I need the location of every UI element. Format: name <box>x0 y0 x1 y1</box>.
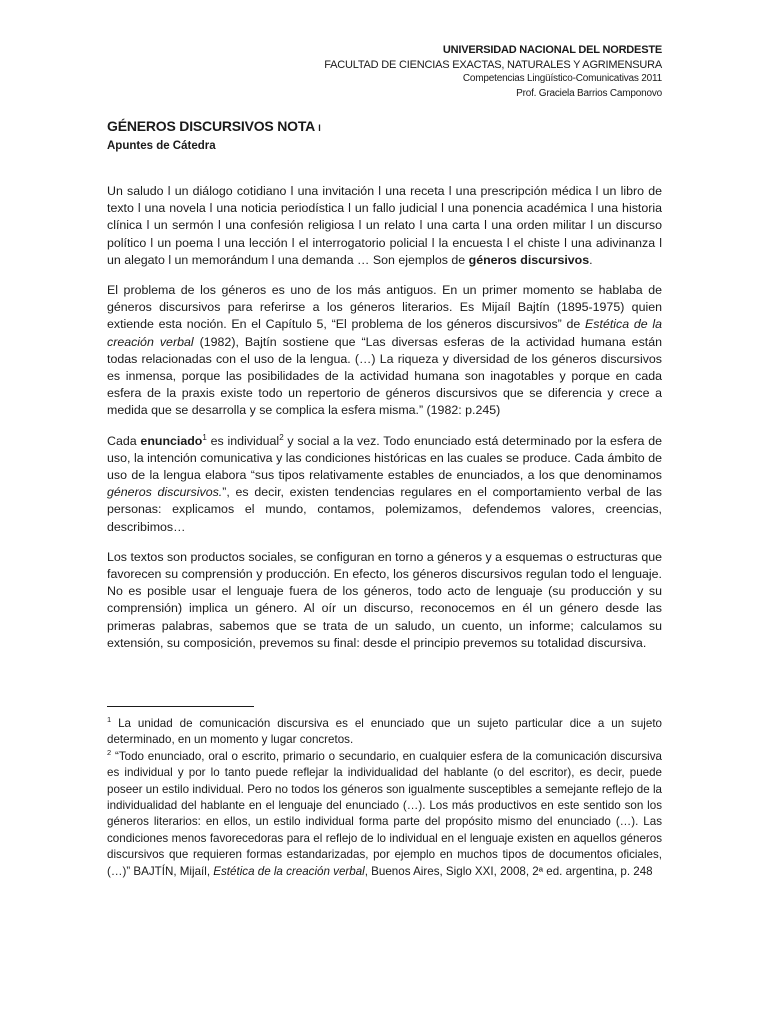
footnotes <box>107 716 662 880</box>
footnote-2 <box>107 749 662 880</box>
faculty-name: FACULTAD DE CIENCIAS EXACTAS, NATURALES Y AGRIMENSURA <box>324 58 662 71</box>
p3-italic: géneros discursivos. <box>107 485 223 500</box>
footnote-1 <box>107 716 662 749</box>
title-suffix: I <box>318 123 321 133</box>
university-name: UNIVERSIDAD NACIONAL DEL NORDESTE <box>442 44 662 56</box>
footnote-ref-1[interactable]: 1 <box>202 432 207 442</box>
paragraph-4 <box>107 549 662 652</box>
document-title <box>107 118 321 134</box>
p2-text-a: El problema de los géneros es uno de los más antiguos. En un primer momento se hablaba de géneros discursivos para referirse a los géneros literarios. Es Mijaíl Bajtín (1895-1975) quien extiende esta noción. En el Capítulo 5, “El problema de los géneros discursivos” de <box>107 283 662 332</box>
footnote-divider <box>107 706 254 707</box>
document-body <box>107 183 662 665</box>
p2-book-title: Estética de la creación verbal <box>107 317 662 349</box>
footnote-2-text-a: “Todo enunciado, oral o escrito, primario o secundario, en cualquier esfera de la comunicación discursiva es individual y por lo tanto puede reflejar la individualidad del hablante (o del escritor), es decir, puede poseer un estilo individual. Pero no todos los géneros son igualmente susceptibles a semejante reflejo de la individualidad del hablante en el lenguaje del enunciado (…). Los más productivos en este sentido son los géneros literarios: en ellos, un estilo individual forma parte del propósito mismo del enunciado (…). Las condiciones menos favorecedoras para el reflejo de lo individual en el lenguaje existen en aquellos géneros discursivos que requieren formas estandarizadas, por ejemplo en muchos tipos de documentos oficiales, (…)” BAJTÍN, Mijaíl, <box>107 749 662 878</box>
p3-text-a: Cada <box>107 433 141 448</box>
p1-bold: géneros discursivos <box>468 252 590 267</box>
footnote-2-text-b: , Buenos Aires, Siglo XXI, 2008, 2ª ed. argentina, p. 248 <box>364 864 653 878</box>
page-header <box>324 43 662 101</box>
course-name: Competencias Lingüístico-Comunicativas 2011 <box>462 73 662 84</box>
p3-text-b: es individual <box>206 433 280 448</box>
p3-bold: enunciado <box>140 433 203 448</box>
p2-text-b: (1982), Bajtín sostiene que “Las diversas esferas de la actividad humana están todas relacionadas con el uso de la lengua. (…) La riqueza y diversidad de los géneros discursivos es inmensa, porque las posibilidades de la actividad humana son inagotables y porque en cada esfera de la praxis existe todo un repertorio de géneros discursivos que se diferencia y crece a medida que se desarrolla y se complica la esfera misma.” (1982: p.245) <box>107 334 662 418</box>
paragraph-2 <box>107 282 662 420</box>
document-subtitle: Apuntes de Cátedra <box>107 140 216 152</box>
p1-end: . <box>589 252 593 267</box>
footnote-ref-2[interactable]: 2 <box>279 432 284 442</box>
professor-name: Prof. Graciela Barrios Camponovo <box>516 87 662 99</box>
footnote-1-text: La unidad de comunicación discursiva es el enunciado que un sujeto particular dice a un sujeto determinado, en un momento y lugar concretos. <box>107 717 662 747</box>
p4-text: Los textos son productos sociales, se configuran en torno a géneros y a esquemas o estructuras que favorecen su comprensión y producción. En efecto, los géneros discursivos regulan todo el lenguaje. No es posible usar el lenguaje fuera de los géneros, todo acto de lenguaje (su producción y su comprensión) implica un género. Al oír un discurso, reconocemos en él un género desde las primeras palabras, sabemos que se trata de un saludo, un cuento, un informe; calculamos su extensión, su composición, prevemos su final: desde el principio prevemos su totalidad discursiva. <box>107 549 662 650</box>
p3-text-c: y social a la vez. Todo enunciado está determinado por la esfera de uso, la intención comunicativa y las condiciones históricas en las cuales se produce. Cada ámbito de uso de la lengua elabora “sus tipos relativamente estables de enunciados, a los que denominamos <box>107 433 662 483</box>
p1-text: Un saludo l un diálogo cotidiano l una invitación l una receta l una prescripción médica l un libro de texto l una novela l una noticia periodística l un fallo judicial l una ponencia académica l una historia clínica l un sermón l una confesión religiosa l un relato l una carta l una orden militar l un discurso político l un poema l una lección l el interrogatorio policial l la encuesta l el chiste l una adivinanza l un alegato l un memorándum l una demanda … Son ejemplos de <box>107 184 662 267</box>
title-text: GÉNEROS DISCURSIVOS NOTA <box>107 118 315 134</box>
footnote-2-book-title: Estética de la creación verbal <box>213 864 365 878</box>
footnote-1-mark: 1 <box>107 715 112 725</box>
paragraph-1 <box>107 183 662 269</box>
paragraph-3 <box>107 433 662 536</box>
footnote-2-mark: 2 <box>107 747 112 757</box>
p3-text-d: ”, es decir, existen tendencias regulares en el comportamiento verbal de las personas: explicamos el mundo, contamos, polemizamos, defendemos valores, creencias, describimos… <box>107 485 662 534</box>
